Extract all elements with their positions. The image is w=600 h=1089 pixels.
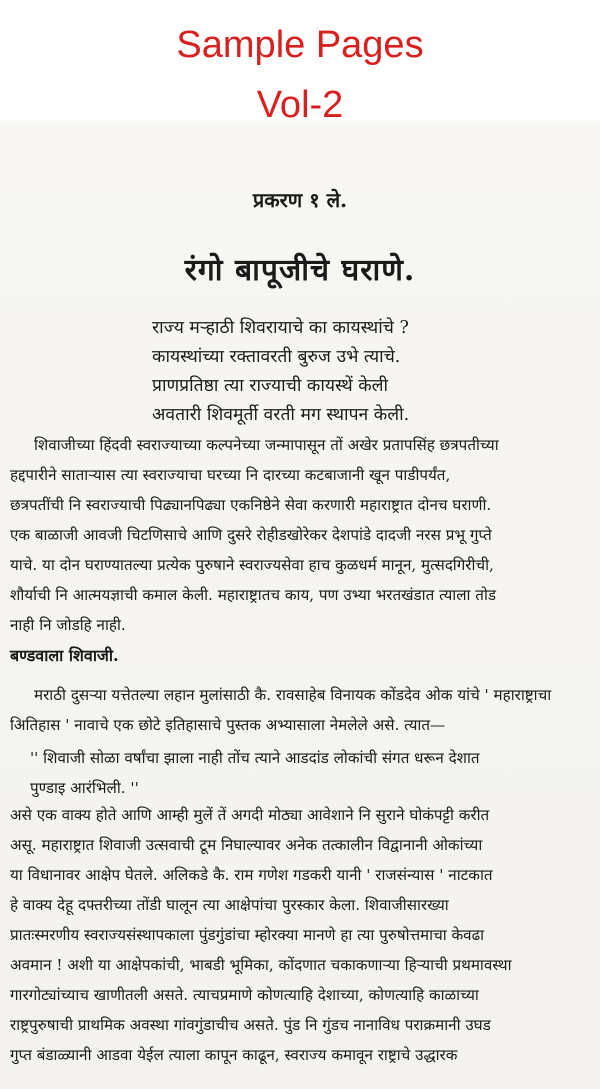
poem-line: अवतारी शिवमूर्ती वरती मग स्थापन केली. [152, 405, 410, 425]
text-line: मराठी दुसऱ्या यत्तेतल्या लहान मुलांसाठी कै. रावसाहेब विनायक कोंडदेव ओक यांचे ' महाराष्ट्राचा [34, 686, 552, 704]
text-line: गुप्त बंडाळ्यानी आडवा येईल त्याला कापून काढून, स्वराज्य कमावून राष्ट्राचे उद्धारक [10, 1046, 458, 1064]
sample-banner [0, 0, 600, 126]
text-line: या विधानावर आक्षेप घेतले. अलिकडे कै. राम गणेश गडकरी यानी ' राजसंन्यास ' नाटकात [10, 866, 493, 884]
text-line: गारगोट्यांच्याच खाणीतली असते. त्याचप्रमाणे कोणत्याहि देशाच्या, कोणत्याहि काळाच्या [10, 986, 479, 1004]
text-line: असू. महाराष्ट्रात शिवाजी उत्सवाची टूम निघाल्यावर अनेक तत्कालीन विद्वानानी ओकांच्या [10, 836, 483, 854]
quote-line: '' शिवाजी सोळा वर्षांचा झाला नाही तोंच त्याने आडदांड लोकांची संगत धरून देशात [30, 749, 480, 767]
text-line: हद्दपारीने साताऱ्यास त्या स्वराज्याचा घरच्या नि दारच्या कटबाजानी खून पाडीपर्यंत, [10, 466, 451, 484]
text-line: याचे. या दोन घराण्यातल्या प्रत्येक पुरुषाने स्वराज्यसेवा हाच कुळधर्म मानून, मुत्सदगिरीची, [10, 556, 494, 574]
quote-line: पुण्डाइ आरंभिली. '' [30, 779, 139, 797]
text-line: शौर्याची नि आत्मयज्ञाची कमाल केली. महाराष्ट्रातच काय, पण उभ्या भरतखंडात त्याला तोड [10, 586, 497, 604]
text-line: अितिहास ' नावाचे एक छोटे इतिहासाचे पुस्तक अभ्यासाला नेमलेले असे. त्यात— [10, 716, 446, 734]
poem-stanza [152, 314, 572, 430]
poem-line: राज्य मऱ्हाठी शिवरायाचे का कायस्थांचे ? [152, 318, 409, 338]
text-line: प्रातःस्मरणीय स्वराज्यसंस्थापकाला पुंडगुंडांचा म्होरक्या मानणे हा त्या पुरुषोत्तमाचा केवढा [10, 926, 485, 944]
text-line: शिवाजीच्या हिंदवी स्वराज्याच्या कल्पनेच्या जन्मापासून तों अखेर प्रतापसिंह छत्रपतीच्या [34, 436, 499, 454]
block-quote [30, 743, 590, 803]
banner-title: Sample Pages [176, 24, 424, 66]
text-line: छत्रपतींची नि स्वराज्याची पिढ्यानपिढ्या एकनिष्ठेने सेवा करणारी महाराष्ट्रात दोनच घराणी. [10, 496, 492, 514]
banner-volume: Vol-2 [256, 84, 344, 126]
paragraph-1 [10, 430, 590, 640]
page-title: रंगो बापूजीचे घराणे. [184, 253, 416, 288]
poem-line: कायस्थांच्या रक्तावरती बुरुज उभे त्याचे. [152, 347, 401, 367]
paragraph-2 [10, 680, 590, 740]
text-line: हे वाक्य देहू दफ्तरीच्या तोंडी घालून त्या आक्षेपांचा पुरस्कार केला. शिवाजीसारख्या [10, 896, 449, 914]
text-line: असे एक वाक्य होते आणि आम्ही मुलें तें अगदी मोठ्या आवेशाने नि सुराने घोकंपट्टी करीत [10, 806, 490, 824]
paragraph-3 [10, 800, 590, 1070]
text-line: अवमान ! अशी या आक्षेपकांची, भाबडी भूमिका, कोंदणात चकाकणाऱ्या हिऱ्याची प्रथमावस्था [10, 956, 512, 974]
text-line: नाही नि जोडहि नाही. [10, 616, 126, 634]
text-line: राष्ट्रपुरुषाची प्राथमिक अवस्था गांवगुंडाचीच असते. पुंड नि गुंडच नानाविध पराक्रमानी उघड [10, 1016, 491, 1034]
poem-line: प्राणप्रतिष्ठा त्या राज्याची कायस्थें केली [152, 376, 389, 396]
text-line: एक बाळाजी आवजी चिटणिसाचे आणि दुसरे रोहीडखोरेकर देशपांडे दादजी नरस प्रभू गुप्ते [10, 526, 492, 544]
chapter-heading: प्रकरण १ ले. [252, 188, 348, 212]
section-heading: बण्डवाला शिवाजी. [10, 646, 119, 665]
